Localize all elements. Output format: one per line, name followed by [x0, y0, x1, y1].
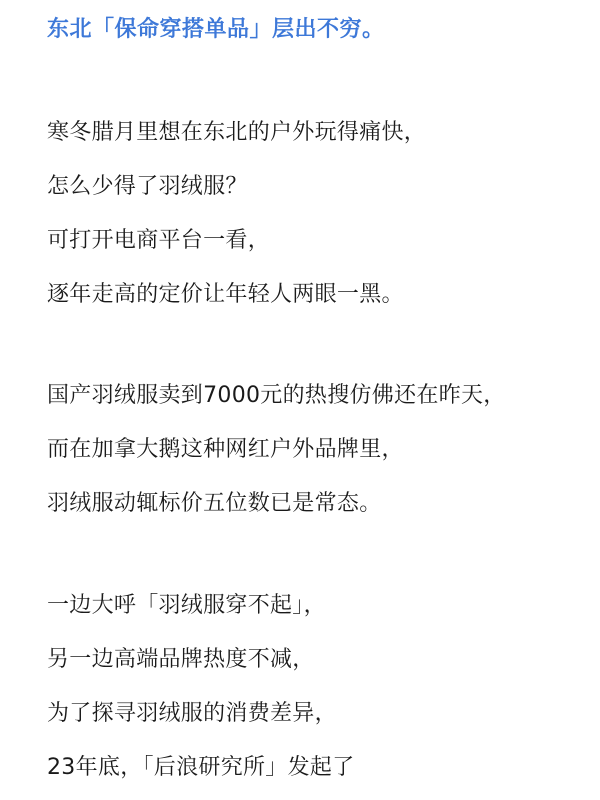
- text-line: 可打开电商平台一看，: [47, 228, 271, 253]
- text-line: 23年底，「后浪研究所」发起了: [47, 755, 355, 780]
- paragraph-3: [47, 579, 355, 795]
- text-line: 怎么少得了羽绒服？: [47, 174, 248, 199]
- text-line: 寒冬腊月里想在东北的户外玩得痛快，: [47, 120, 427, 145]
- paragraph-1: [47, 106, 426, 322]
- text-line: 逐年走高的定价让年轻人两眼一黑。: [47, 282, 404, 307]
- text-line: 而在加拿大鹅这种网红户外品牌里，: [47, 437, 404, 462]
- text-line: 另一边高端品牌热度不减，: [47, 647, 315, 672]
- text-line: 羽绒服动辄标价五位数已是常态。: [47, 491, 382, 516]
- article-title: 东北「保命穿搭单品」层出不穷。: [47, 17, 385, 42]
- text-line: 为了探寻羽绒服的消费差异，: [47, 701, 337, 726]
- text-line: 国产羽绒服卖到7000元的热搜仿佛还在昨天，: [47, 383, 506, 408]
- paragraph-2: [47, 369, 506, 531]
- text-line: 一边大呼「羽绒服穿不起」，: [47, 593, 326, 618]
